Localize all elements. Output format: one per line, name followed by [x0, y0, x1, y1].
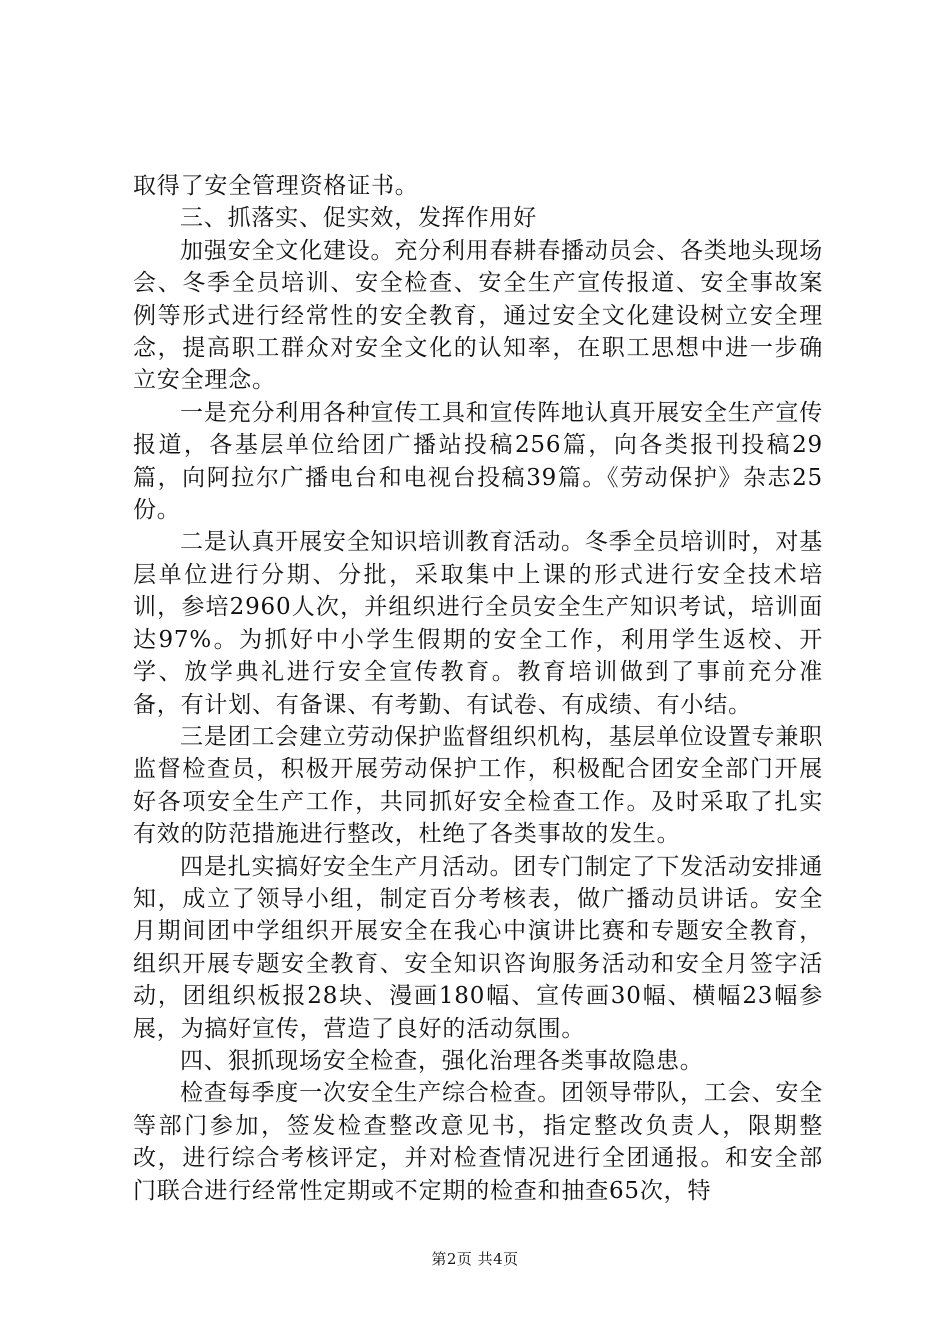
paragraph-inspection: 检查每季度一次安全生产综合检查。团领导带队，工会、安全等部门参加，签发检查整改意见书，指定整改负责人，限期整改，进行综合考核评定，并对检查情况进行全团通报。和安全部门联合进行经常性定期或不定期的检查和抽查65次，特: [133, 1080, 823, 1204]
page-number-footer: 第2页 共4页: [431, 1250, 519, 1268]
section-heading-3: 三、抓落实、促实效，发挥作用好: [180, 205, 537, 232]
paragraph-item-1: 一是充分利用各种宣传工具和宣传阵地认真开展安全生产宣传报道，各基层单位给团广播站投稿256篇，向各类报刊投稿29篇，向阿拉尔广播电台和电视台投稿39篇。《劳动保护》杂志25份。: [133, 399, 823, 524]
paragraph-item-4: 四是扎实搞好安全生产月活动。团专门制定了下发活动安排通知，成立了领导小组，制定百分考核表，做广播动员讲话。安全月期间团中学组织开展安全在我心中演讲比赛和专题安全教育，组织开展专题安全教育、安全知识咨询服务活动和安全月签字活动，团组织板报28块、漫画180幅、宣传画30幅、横幅23幅参展，为搞好宣传，营造了良好的活动氛围。: [133, 853, 823, 1042]
section-heading-4: 四、狠抓现场安全检查，强化治理各类事故隐患。: [180, 1047, 704, 1074]
paragraph-continuation: 取得了安全管理资格证书。: [133, 173, 419, 199]
paragraph-safety-culture: 加强安全文化建设。充分利用春耕春播动员会、各类地头现场会、冬季全员培训、安全检查、安全生产宣传报道、安全事故案例等形式进行经常性的安全教育，通过安全文化建设树立安全理念，提高职工群众对安全文化的认知率，在职工思想中进一步确立安全理念。: [133, 237, 823, 394]
paragraph-item-2: 二是认真开展安全知识培训教育活动。冬季全员培训时，对基层单位进行分期、分批，采取集中上课的形式进行安全技术培训，参培2960人次，并组织进行全员安全生产知识考试，培训面达97%。为抓好中小学生假期的安全工作，利用学生返校、开学、放学典礼进行安全宣传教育。教育培训做到了事前充分准备，有计划、有备课、有考勤、有试卷、有成绩、有小结。: [133, 529, 823, 718]
paragraph-item-3: 三是团工会建立劳动保护监督组织机构，基层单位设置专兼职监督检查员，积极开展劳动保护工作，积极配合团安全部门开展好各项安全生产工作，共同抓好安全检查工作。及时采取了扎实有效的防范措施进行整改，杜绝了各类事故的发生。: [133, 723, 823, 848]
document-body: [133, 170, 823, 1207]
